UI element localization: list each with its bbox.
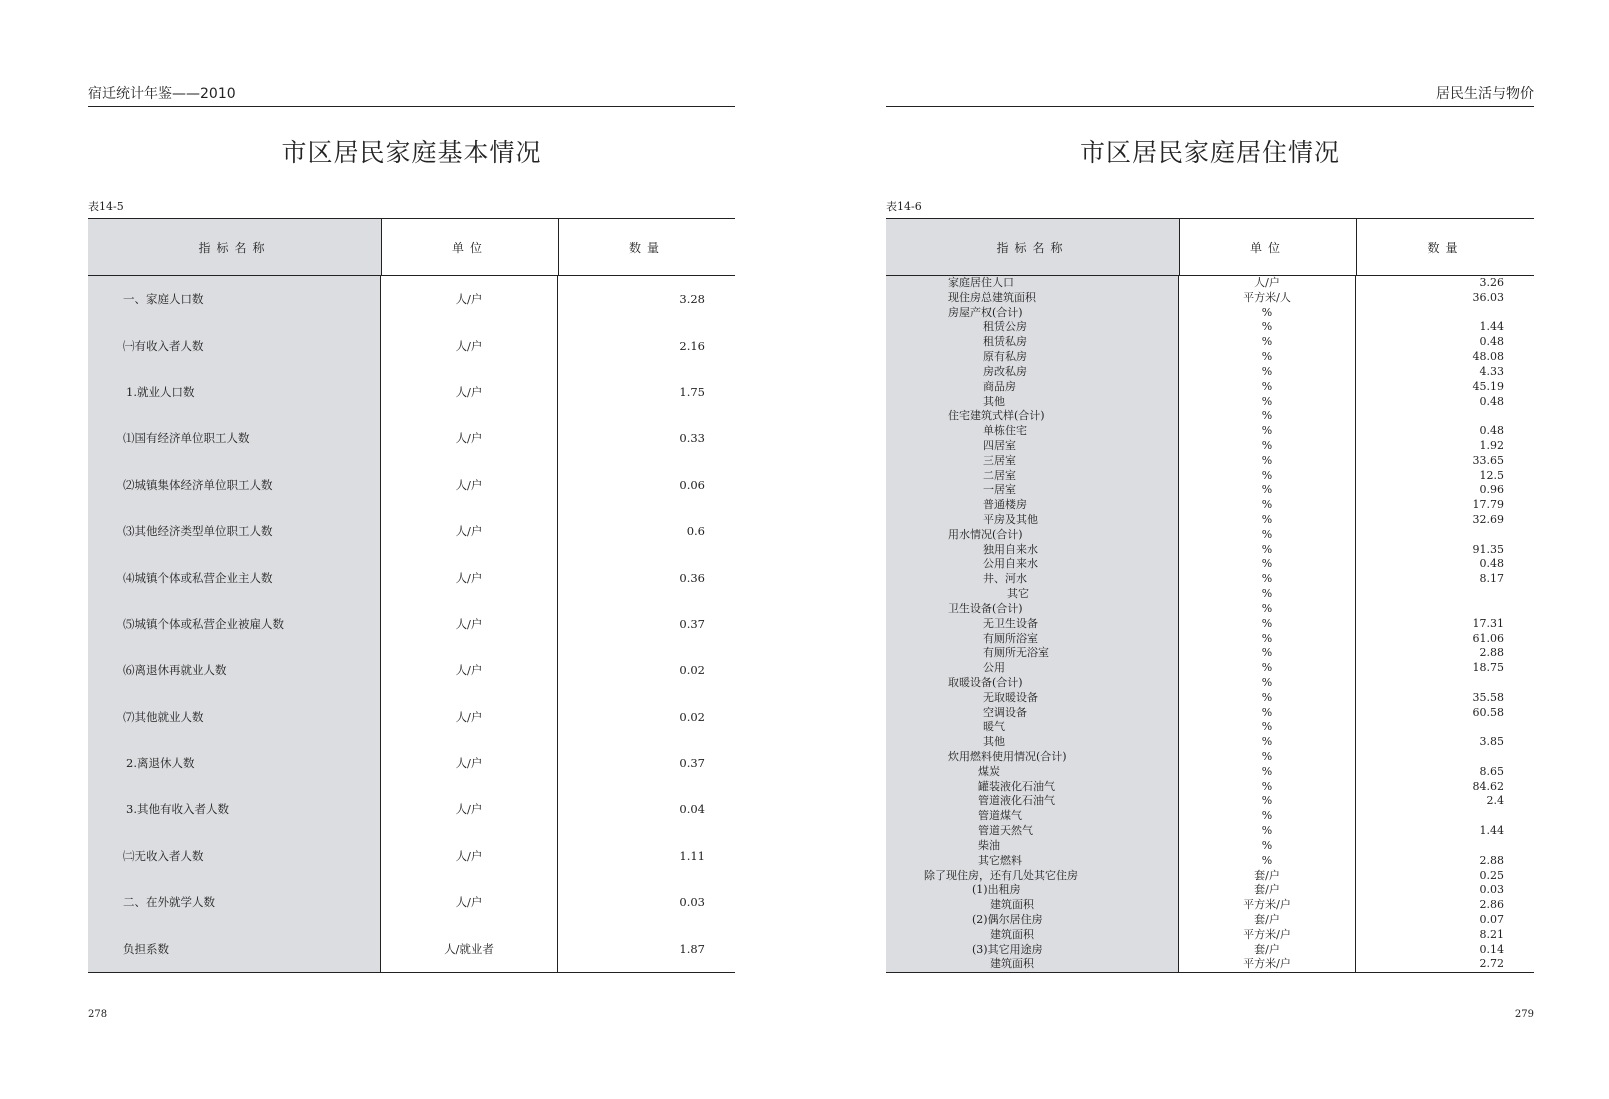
table-row [88, 508, 735, 554]
unit-cell: % [1179, 528, 1356, 543]
table-row [886, 706, 1534, 721]
table-row [886, 365, 1534, 380]
value-cell: 18.75 [1472, 661, 1504, 675]
table-row [88, 740, 735, 786]
table-row [886, 869, 1534, 884]
indicator-cell: 暖气 [886, 720, 1179, 735]
header-indicator: 指标名称 [886, 219, 1180, 275]
indicator-cell: ⑴国有经济单位职工人数 [88, 415, 381, 461]
table-row [886, 898, 1534, 913]
value-cell: 0.07 [1479, 912, 1504, 926]
unit-cell: % [1179, 854, 1356, 869]
indicator-cell: 其它 [886, 587, 1179, 602]
indicator-cell: 二、在外就学人数 [88, 879, 381, 925]
indicator-cell: 公用 [886, 661, 1179, 676]
value-cell: 32.69 [1472, 513, 1504, 526]
indicator-cell: 二居室 [886, 469, 1179, 484]
running-head-text: 宿迁统计年鉴——2010 [88, 86, 236, 102]
table-row [886, 617, 1534, 632]
value-cell: 1.44 [1479, 320, 1504, 334]
unit-cell: % [1179, 454, 1356, 469]
unit-cell: % [1179, 409, 1356, 424]
indicator-cell: 用水情况(合计) [886, 528, 1179, 543]
indicator-cell: 四居室 [886, 439, 1179, 454]
left-page [88, 0, 735, 1099]
table-id: 表14-5 [88, 200, 124, 213]
unit-cell: 人/户 [381, 694, 558, 740]
indicator-cell: ⑵城镇集体经济单位职工人数 [88, 462, 381, 508]
unit-cell: % [1179, 750, 1356, 765]
indicator-cell: ⑸城镇个体或私营企业被雇人数 [88, 601, 381, 647]
unit-cell: % [1179, 661, 1356, 676]
indicator-cell: 井、河水 [886, 572, 1179, 587]
value-cell: 33.65 [1472, 453, 1504, 467]
table-row [88, 462, 735, 508]
unit-cell: % [1179, 587, 1356, 602]
table-row [886, 424, 1534, 439]
table-row [88, 879, 735, 925]
header-value: 数量 [628, 240, 665, 255]
table-row [886, 646, 1534, 661]
table-row [88, 554, 735, 600]
unit-cell: 人/户 [381, 647, 558, 693]
indicator-cell: 一、家庭人口数 [88, 276, 381, 322]
value-cell: 3.26 [1479, 276, 1504, 289]
unit-cell: % [1179, 424, 1356, 439]
indicator-cell: ⑺其他就业人数 [88, 694, 381, 740]
indicator-cell: 房改私房 [886, 365, 1179, 380]
indicator-cell: 管道液化石油气 [886, 794, 1179, 809]
header-value: 数量 [1427, 240, 1464, 255]
running-head [886, 84, 1534, 107]
table-row [886, 380, 1534, 395]
table-row [886, 676, 1534, 691]
unit-cell: 套/户 [1179, 943, 1356, 958]
value-cell: 48.08 [1472, 350, 1504, 364]
indicator-cell: 普通楼房 [886, 498, 1179, 513]
household-housing-table [886, 218, 1534, 973]
value-cell [1356, 528, 1534, 543]
table-row [886, 528, 1534, 543]
table-row [886, 691, 1534, 706]
indicator-cell: 其他 [886, 735, 1179, 750]
value-cell: 60.58 [1472, 705, 1504, 719]
table-row [886, 765, 1534, 780]
value-cell [1356, 409, 1534, 424]
table-row [88, 925, 735, 971]
value-cell [1356, 720, 1534, 735]
indicator-cell: 管道天然气 [886, 824, 1179, 839]
page-title: 市区居民家庭基本情况 [281, 138, 542, 167]
value-cell: 0.37 [679, 756, 705, 771]
indicator-cell: 罐装液化石油气 [886, 780, 1179, 795]
value-cell: 0.48 [1479, 335, 1504, 349]
unit-cell: % [1179, 335, 1356, 350]
indicator-cell: 商品房 [886, 380, 1179, 395]
value-cell: 8.65 [1479, 764, 1504, 778]
value-cell: 0.02 [679, 709, 705, 724]
table-row [886, 469, 1534, 484]
table-row [886, 483, 1534, 498]
indicator-cell: 一居室 [886, 483, 1179, 498]
unit-cell: % [1179, 320, 1356, 335]
indicator-cell: 三居室 [886, 454, 1179, 469]
unit-cell: 人/户 [381, 786, 558, 832]
table-header [88, 219, 735, 276]
table-row [886, 409, 1534, 424]
value-cell: 8.17 [1479, 572, 1504, 586]
table-row [88, 647, 735, 693]
indicator-cell: 无取暖设备 [886, 691, 1179, 706]
value-cell: 2.88 [1479, 853, 1504, 867]
page-number: 278 [88, 1009, 108, 1020]
unit-cell: % [1179, 632, 1356, 647]
table-row [886, 794, 1534, 809]
indicator-cell: 无卫生设备 [886, 617, 1179, 632]
unit-cell: % [1179, 350, 1356, 365]
value-cell: 91.35 [1472, 542, 1504, 556]
table-row [886, 350, 1534, 365]
indicator-cell: 原有私房 [886, 350, 1179, 365]
value-cell: 17.79 [1472, 498, 1504, 512]
indicator-cell: 负担系数 [88, 925, 381, 971]
unit-cell: 套/户 [1179, 913, 1356, 928]
indicator-cell: 有厕所无浴室 [886, 646, 1179, 661]
unit-cell: 平方米/人 [1179, 291, 1356, 306]
value-cell: 0.96 [1479, 483, 1504, 497]
indicator-cell: ⑹离退休再就业人数 [88, 647, 381, 693]
table-row [886, 735, 1534, 750]
indicator-cell: 3.其他有收入者人数 [88, 786, 381, 832]
unit-cell: 人/户 [381, 740, 558, 786]
unit-cell: % [1179, 646, 1356, 661]
indicator-cell: (2)偶尔居住房 [886, 913, 1179, 928]
value-cell: 1.44 [1479, 824, 1504, 838]
table-row [88, 276, 735, 322]
table-row [886, 557, 1534, 572]
unit-cell: % [1179, 824, 1356, 839]
unit-cell: 人/户 [381, 276, 558, 322]
value-cell [1356, 839, 1534, 854]
indicator-cell: 炊用燃料使用情况(合计) [886, 750, 1179, 765]
indicator-cell: 空调设备 [886, 706, 1179, 721]
unit-cell: % [1179, 676, 1356, 691]
indicator-cell: 单栋住宅 [886, 424, 1179, 439]
table-row [886, 291, 1534, 306]
indicator-cell: 现住房总建筑面积 [886, 291, 1179, 306]
unit-cell: % [1179, 365, 1356, 380]
value-cell: 0.04 [679, 802, 705, 817]
unit-cell: % [1179, 469, 1356, 484]
table-row [886, 632, 1534, 647]
value-cell: 0.48 [1479, 394, 1504, 408]
value-cell: 0.6 [686, 524, 705, 539]
running-head-text: 居民生活与物价 [1436, 86, 1534, 102]
table-row [886, 839, 1534, 854]
indicator-cell: 取暖设备(合计) [886, 676, 1179, 691]
unit-cell: % [1179, 706, 1356, 721]
unit-cell: % [1179, 572, 1356, 587]
indicator-cell: 平房及其他 [886, 513, 1179, 528]
value-cell: 3.28 [679, 292, 705, 307]
value-cell: 2.16 [679, 338, 705, 353]
unit-cell: % [1179, 809, 1356, 824]
unit-cell: % [1179, 543, 1356, 558]
unit-cell: % [1179, 617, 1356, 632]
value-cell [1356, 676, 1534, 691]
table-row [886, 572, 1534, 587]
table-id: 表14-6 [886, 200, 922, 213]
indicator-cell: ㈡无收入者人数 [88, 833, 381, 879]
value-cell: 3.85 [1479, 735, 1504, 749]
value-cell: 0.14 [1479, 942, 1504, 956]
value-cell [1356, 809, 1534, 824]
value-cell: 0.33 [679, 431, 705, 446]
indicator-cell: 柴油 [886, 839, 1179, 854]
value-cell: 36.03 [1472, 290, 1504, 304]
table-row [88, 415, 735, 461]
table-row [886, 306, 1534, 321]
unit-cell: % [1179, 395, 1356, 410]
unit-cell: % [1179, 691, 1356, 706]
indicator-cell: (1)出租房 [886, 883, 1179, 898]
unit-cell: % [1179, 557, 1356, 572]
value-cell: 0.03 [1479, 883, 1504, 897]
indicator-cell: 建筑面积 [886, 928, 1179, 943]
table-body [88, 276, 735, 972]
unit-cell: % [1179, 513, 1356, 528]
unit-cell: % [1179, 765, 1356, 780]
indicator-cell: 公用自来水 [886, 557, 1179, 572]
header-unit: 单位 [1180, 219, 1357, 275]
unit-cell: 人/就业者 [381, 925, 558, 971]
table-body [886, 276, 1534, 972]
right-page [886, 0, 1534, 1099]
value-cell: 0.06 [679, 477, 705, 492]
unit-cell: % [1179, 794, 1356, 809]
table-row [886, 454, 1534, 469]
indicator-cell: 独用自来水 [886, 543, 1179, 558]
indicator-cell: 建筑面积 [886, 957, 1179, 972]
table-row [886, 928, 1534, 943]
value-cell [1356, 587, 1534, 602]
value-cell: 1.75 [679, 384, 705, 399]
indicator-cell: 有厕所浴室 [886, 632, 1179, 647]
indicator-cell: 其他 [886, 395, 1179, 410]
unit-cell: % [1179, 380, 1356, 395]
table-row [886, 276, 1534, 291]
value-cell: 0.25 [1479, 868, 1504, 882]
household-basic-table [88, 218, 735, 973]
table-row [88, 694, 735, 740]
unit-cell: % [1179, 602, 1356, 617]
indicator-cell: ㈠有收入者人数 [88, 322, 381, 368]
unit-cell: 人/户 [381, 879, 558, 925]
unit-cell: 人/户 [381, 322, 558, 368]
table-row [886, 439, 1534, 454]
value-cell: 35.58 [1472, 690, 1504, 704]
unit-cell: % [1179, 780, 1356, 795]
value-cell: 8.21 [1479, 927, 1504, 941]
table-row [886, 957, 1534, 972]
unit-cell: 平方米/户 [1179, 957, 1356, 972]
table-row [886, 602, 1534, 617]
value-cell: 0.03 [679, 895, 705, 910]
table-row [886, 661, 1534, 676]
table-row [886, 854, 1534, 869]
unit-cell: 人/户 [381, 554, 558, 600]
unit-cell: 人/户 [381, 833, 558, 879]
value-cell: 61.06 [1472, 631, 1504, 645]
table-row [886, 883, 1534, 898]
unit-cell: 套/户 [1179, 883, 1356, 898]
value-cell: 0.02 [679, 663, 705, 678]
value-cell: 12.5 [1479, 468, 1504, 482]
value-cell: 0.48 [1479, 557, 1504, 571]
value-cell [1356, 750, 1534, 765]
table-row [886, 587, 1534, 602]
indicator-cell: ⑷城镇个体或私营企业主人数 [88, 554, 381, 600]
indicator-cell: (3)其它用途房 [886, 943, 1179, 958]
indicator-cell: 煤炭 [886, 765, 1179, 780]
table-row [886, 498, 1534, 513]
value-cell: 0.48 [1479, 424, 1504, 438]
table-row [88, 833, 735, 879]
value-cell: 0.37 [679, 616, 705, 631]
unit-cell: % [1179, 735, 1356, 750]
table-row [886, 824, 1534, 839]
header-unit: 单位 [382, 219, 559, 275]
indicator-cell: 1.就业人口数 [88, 369, 381, 415]
value-cell: 1.92 [1479, 438, 1504, 452]
value-cell: 0.36 [679, 570, 705, 585]
table-header [886, 219, 1534, 276]
table-row [886, 320, 1534, 335]
indicator-cell: 其它燃料 [886, 854, 1179, 869]
unit-cell: 套/户 [1179, 869, 1356, 884]
table-row [886, 395, 1534, 410]
unit-cell: 人/户 [381, 415, 558, 461]
value-cell: 2.72 [1479, 957, 1504, 971]
table-row [886, 943, 1534, 958]
unit-cell: 平方米/户 [1179, 928, 1356, 943]
value-cell: 4.33 [1479, 364, 1504, 378]
value-cell: 2.88 [1479, 646, 1504, 660]
unit-cell: % [1179, 439, 1356, 454]
indicator-cell: 卫生设备(合计) [886, 602, 1179, 617]
table-row [88, 601, 735, 647]
unit-cell: 人/户 [1179, 276, 1356, 291]
indicator-cell: 家庭居住人口 [886, 276, 1179, 291]
unit-cell: 人/户 [381, 601, 558, 647]
indicator-cell: 租赁私房 [886, 335, 1179, 350]
indicator-cell: 建筑面积 [886, 898, 1179, 913]
page-title: 市区居民家庭居住情况 [1079, 138, 1340, 167]
unit-cell: 平方米/户 [1179, 898, 1356, 913]
indicator-cell: 房屋产权(合计) [886, 306, 1179, 321]
value-cell: 17.31 [1472, 616, 1504, 630]
table-row [886, 913, 1534, 928]
value-cell [1356, 602, 1534, 617]
table-row [886, 780, 1534, 795]
value-cell: 45.19 [1472, 379, 1504, 393]
table-row [886, 750, 1534, 765]
value-cell: 2.4 [1486, 794, 1504, 808]
unit-cell: % [1179, 498, 1356, 513]
unit-cell: % [1179, 839, 1356, 854]
value-cell: 1.11 [679, 848, 705, 863]
value-cell: 2.86 [1479, 898, 1504, 912]
unit-cell: % [1179, 306, 1356, 321]
unit-cell: % [1179, 483, 1356, 498]
value-cell [1356, 306, 1534, 321]
table-row [886, 513, 1534, 528]
value-cell: 1.87 [679, 941, 705, 956]
unit-cell: 人/户 [381, 369, 558, 415]
indicator-cell: ⑶其他经济类型单位职工人数 [88, 508, 381, 554]
indicator-cell: 租赁公房 [886, 320, 1179, 335]
table-row [886, 543, 1534, 558]
unit-cell: 人/户 [381, 508, 558, 554]
table-row [886, 720, 1534, 735]
running-head [88, 84, 735, 107]
table-row [886, 335, 1534, 350]
table-row [88, 369, 735, 415]
table-row [886, 809, 1534, 824]
unit-cell: % [1179, 720, 1356, 735]
header-indicator: 指标名称 [88, 219, 382, 275]
value-cell: 84.62 [1472, 779, 1504, 793]
table-row [88, 322, 735, 368]
indicator-cell: 住宅建筑式样(合计) [886, 409, 1179, 424]
indicator-cell: 管道煤气 [886, 809, 1179, 824]
indicator-cell: 除了现住房，还有几处其它住房 [886, 869, 1179, 884]
unit-cell: 人/户 [381, 462, 558, 508]
page-number: 279 [1514, 1009, 1534, 1020]
indicator-cell: 2.离退休人数 [88, 740, 381, 786]
table-row [88, 786, 735, 832]
